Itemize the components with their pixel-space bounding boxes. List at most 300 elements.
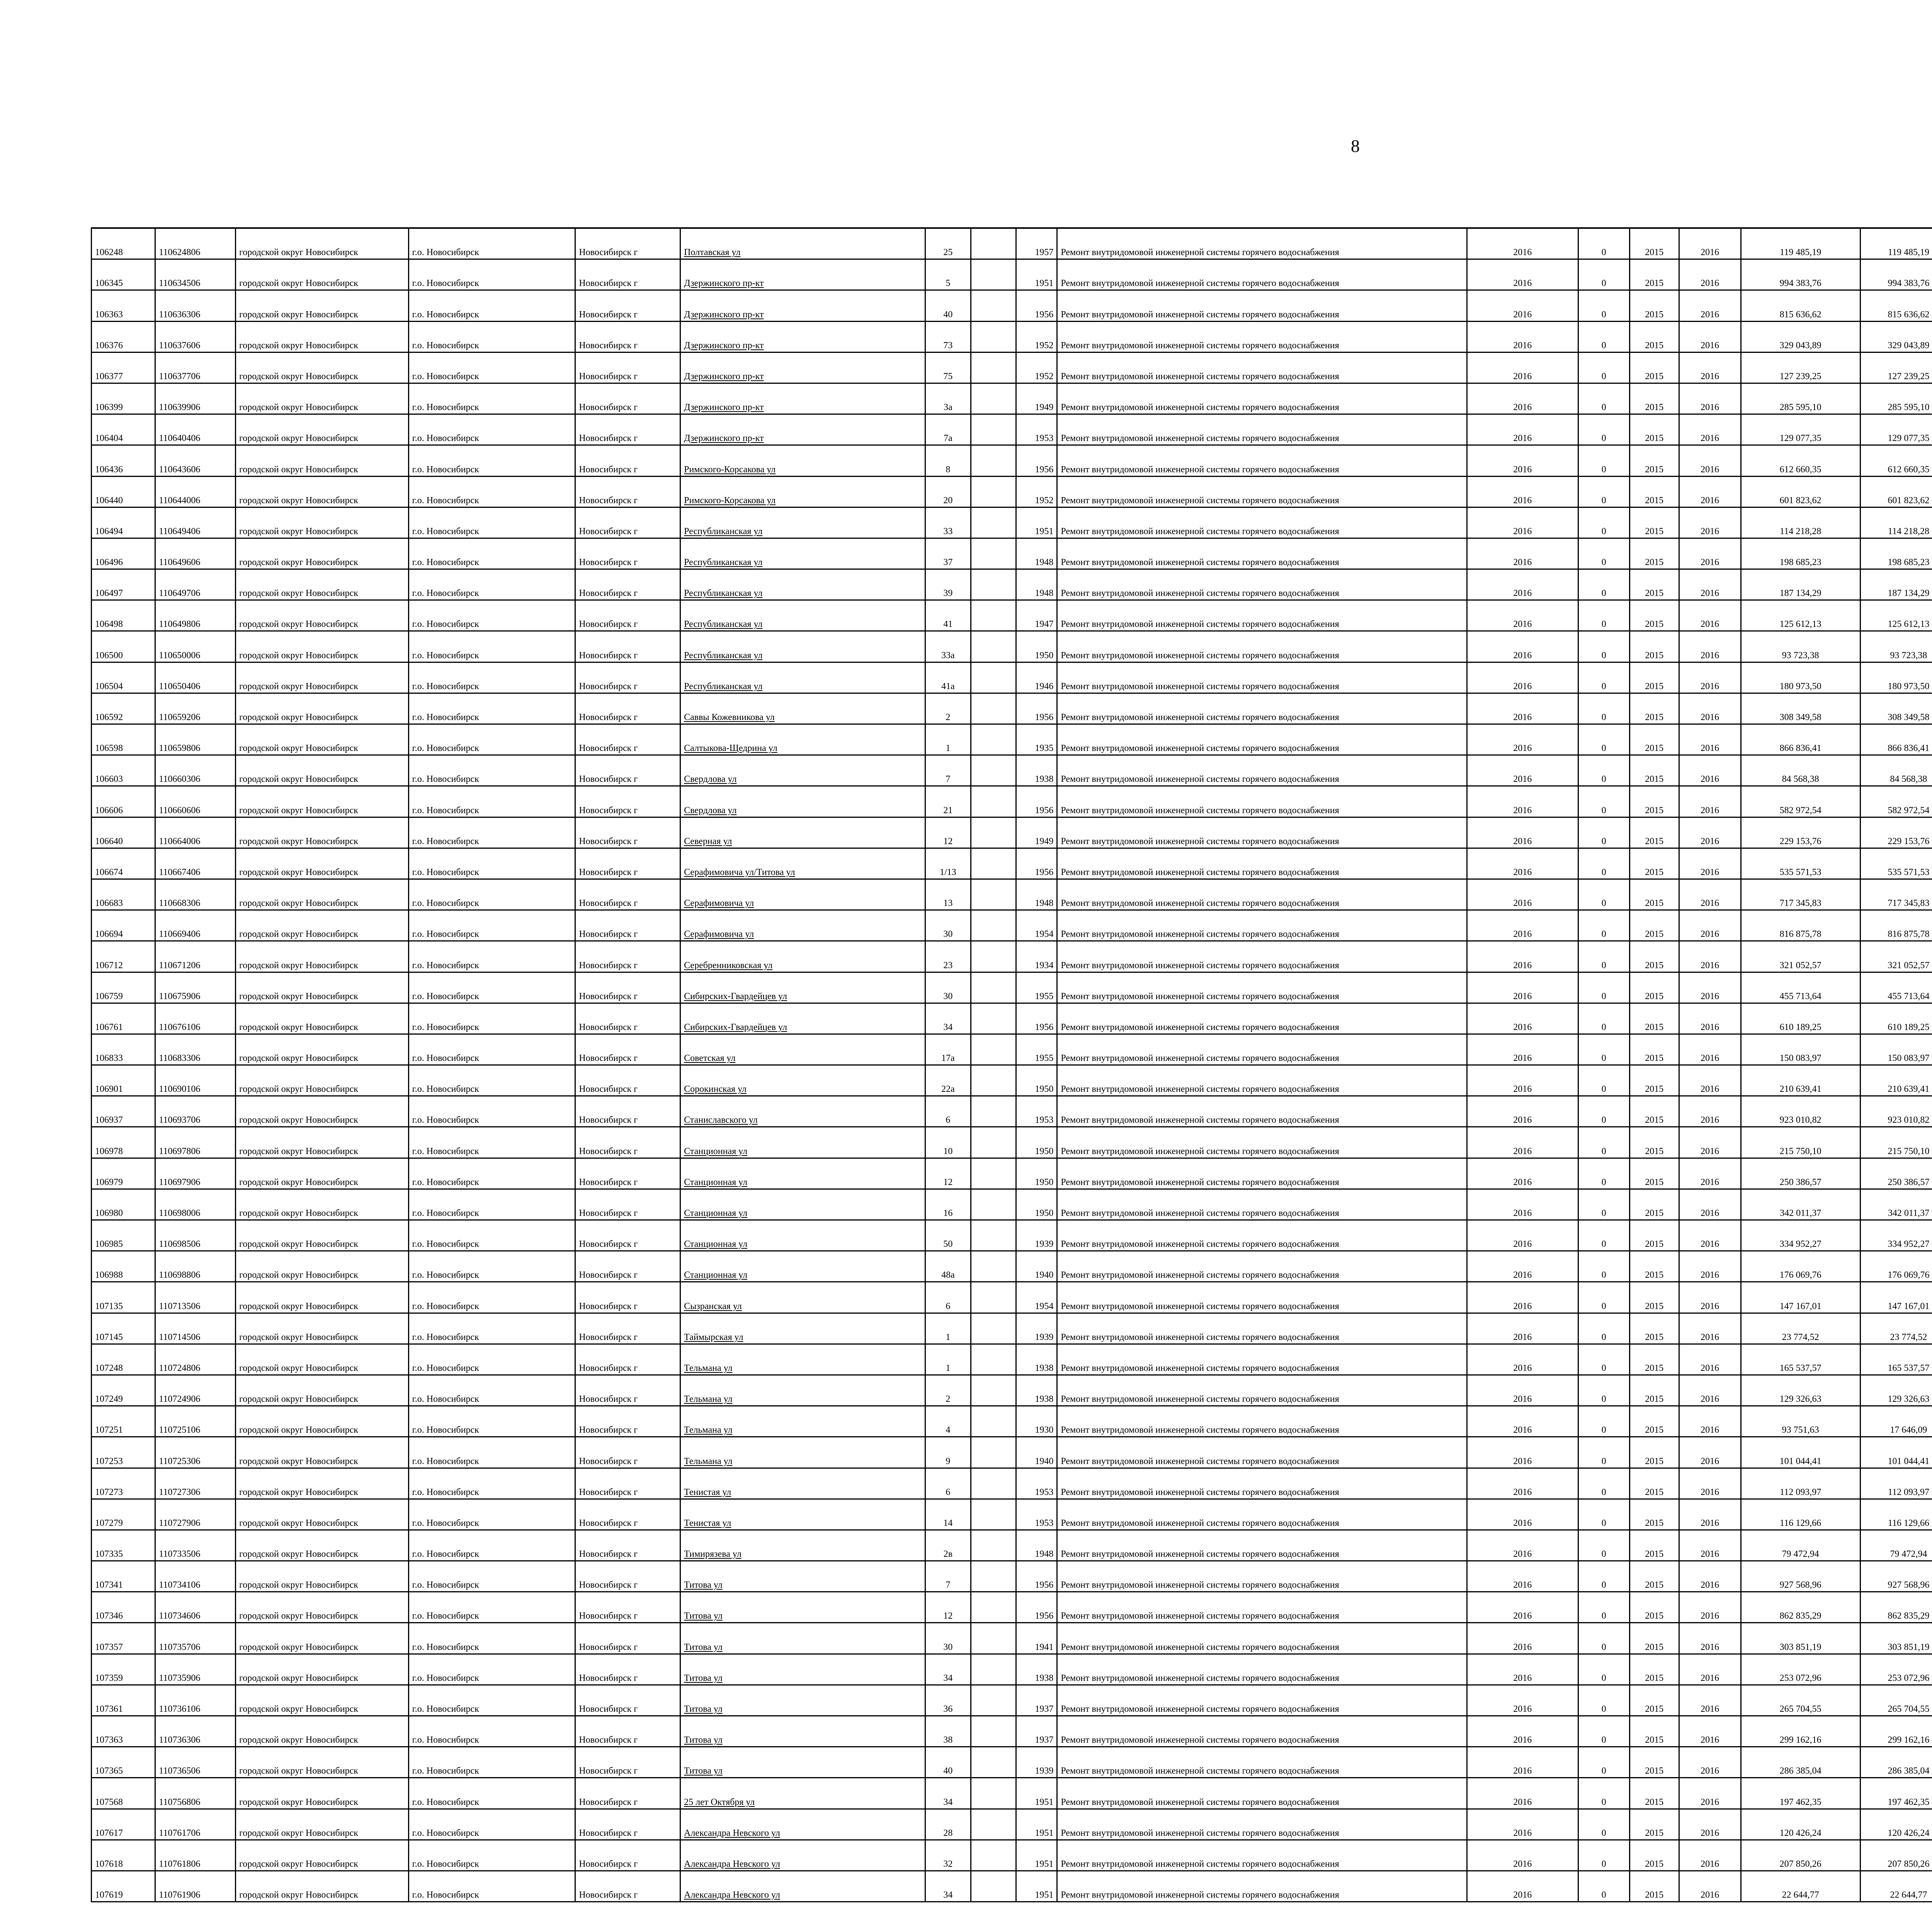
cell-empty: [971, 569, 1016, 600]
cell-city: Новосибирск г: [575, 414, 680, 445]
cell-work-type: Ремонт внутридомовой инженерной системы горячего водоснабжения: [1057, 228, 1467, 259]
table-row: [92, 1716, 1932, 1747]
cell-city: Новосибирск г: [575, 755, 680, 786]
cell-total: 187 134,29: [1860, 569, 1932, 600]
cell-year-to: 2016: [1679, 786, 1741, 817]
cell-id: 106345: [92, 259, 155, 290]
cell-year-from: 2015: [1629, 972, 1679, 1003]
cell-year-from: 2015: [1629, 1158, 1679, 1189]
cell-cost: 265 704,55: [1741, 1685, 1860, 1716]
cell-id: 107361: [92, 1685, 155, 1716]
cell-zero: 0: [1578, 352, 1629, 383]
cell-zero: 0: [1578, 910, 1629, 941]
cell-id: 106440: [92, 476, 155, 507]
cell-year-from: 2015: [1629, 1499, 1679, 1530]
cell-id: 107346: [92, 1592, 155, 1623]
cell-build-year: 1956: [1016, 848, 1057, 879]
cell-house: 5: [925, 259, 971, 290]
cell-work-type: Ремонт внутридомовой инженерной системы горячего водоснабжения: [1057, 1158, 1467, 1189]
cell-year-to: 2016: [1679, 1158, 1741, 1189]
cell-cost: 612 660,35: [1741, 445, 1860, 476]
cell-code: 110690106: [155, 1065, 236, 1096]
cell-build-year: 1950: [1016, 1065, 1057, 1096]
cell-year-from: 2015: [1629, 1251, 1679, 1282]
cell-total: 815 636,62: [1860, 290, 1932, 321]
cell-street: Римского-Корсакова ул: [680, 445, 925, 476]
cell-empty: [971, 445, 1016, 476]
cell-municipality: городской округ Новосибирск: [236, 507, 409, 538]
cell-cost: 923 010,82: [1741, 1096, 1860, 1127]
cell-street: Сибирских-Гвардейцев ул: [680, 972, 925, 1003]
cell-street: Тенистая ул: [680, 1468, 925, 1499]
cell-work-type: Ремонт внутридомовой инженерной системы горячего водоснабжения: [1057, 1685, 1467, 1716]
cell-build-year: 1938: [1016, 1344, 1057, 1375]
cell-municipality: городской округ Новосибирск: [236, 414, 409, 445]
cell-zero: 0: [1578, 1654, 1629, 1685]
cell-empty: [971, 1468, 1016, 1499]
cell-street: Станционная ул: [680, 1127, 925, 1158]
cell-total: 927 568,96: [1860, 1561, 1932, 1592]
cell-build-year: 1950: [1016, 1189, 1057, 1220]
cell-total: 215 750,10: [1860, 1127, 1932, 1158]
cell-zero: 0: [1578, 1220, 1629, 1251]
cell-zero: 0: [1578, 848, 1629, 879]
cell-street: Республиканская ул: [680, 662, 925, 693]
cell-work-type: Ремонт внутридомовой инженерной системы горячего водоснабжения: [1057, 507, 1467, 538]
cell-city: Новосибирск г: [575, 1592, 680, 1623]
cell-empty: [971, 848, 1016, 879]
cell-empty: [971, 1840, 1016, 1871]
cell-municipality: городской округ Новосибирск: [236, 879, 409, 910]
table-row: [92, 724, 1932, 755]
cell-settlement: г.о. Новосибирск: [408, 1065, 575, 1096]
cell-house: 38: [925, 1716, 971, 1747]
cell-municipality: городской округ Новосибирск: [236, 817, 409, 848]
cell-year-to: 2016: [1679, 1530, 1741, 1561]
cell-street: Саввы Кожевникова ул: [680, 693, 925, 724]
cell-settlement: г.о. Новосибирск: [408, 1344, 575, 1375]
cell-settlement: г.о. Новосибирск: [408, 1871, 575, 1902]
cell-work-type: Ремонт внутридомовой инженерной системы горячего водоснабжения: [1057, 352, 1467, 383]
cell-cost: 610 189,25: [1741, 1003, 1860, 1034]
cell-code: 110664006: [155, 817, 236, 848]
cell-zero: 0: [1578, 383, 1629, 414]
cell-work-type: Ремонт внутридомовой инженерной системы горячего водоснабжения: [1057, 941, 1467, 972]
cell-id: 106759: [92, 972, 155, 1003]
cell-year-to: 2016: [1679, 476, 1741, 507]
cell-cost: 93 723,38: [1741, 631, 1860, 662]
cell-settlement: г.о. Новосибирск: [408, 848, 575, 879]
cell-street: Сибирских-Гвардейцев ул: [680, 1003, 925, 1034]
cell-city: Новосибирск г: [575, 1809, 680, 1840]
cell-house: 28: [925, 1809, 971, 1840]
cell-municipality: городской округ Новосибирск: [236, 321, 409, 352]
cell-work-type: Ремонт внутридомовой инженерной системы горячего водоснабжения: [1057, 1530, 1467, 1561]
table-row: [92, 600, 1932, 631]
cell-id: 106978: [92, 1127, 155, 1158]
cell-municipality: городской округ Новосибирск: [236, 1344, 409, 1375]
cell-empty: [971, 910, 1016, 941]
cell-id: 106901: [92, 1065, 155, 1096]
cell-total: 84 568,38: [1860, 755, 1932, 786]
cell-cost: 23 774,52: [1741, 1313, 1860, 1344]
cell-id: 107618: [92, 1840, 155, 1871]
cell-year-to: 2016: [1679, 1251, 1741, 1282]
cell-house: 21: [925, 786, 971, 817]
cell-plan-year: 2016: [1467, 1220, 1578, 1251]
cell-plan-year: 2016: [1467, 817, 1578, 848]
cell-empty: [971, 1437, 1016, 1468]
cell-code: 110698506: [155, 1220, 236, 1251]
cell-code: 110667406: [155, 848, 236, 879]
cell-build-year: 1956: [1016, 786, 1057, 817]
cell-municipality: городской округ Новосибирск: [236, 538, 409, 569]
cell-code: 110624806: [155, 228, 236, 259]
cell-work-type: Ремонт внутридомовой инженерной системы горячего водоснабжения: [1057, 445, 1467, 476]
cell-year-from: 2015: [1629, 1468, 1679, 1499]
cell-zero: 0: [1578, 1871, 1629, 1902]
cell-year-from: 2015: [1629, 290, 1679, 321]
cell-city: Новосибирск г: [575, 1530, 680, 1561]
table-row: [92, 352, 1932, 383]
cell-plan-year: 2016: [1467, 848, 1578, 879]
cell-settlement: г.о. Новосибирск: [408, 569, 575, 600]
cell-street: Титова ул: [680, 1747, 925, 1778]
table-row: [92, 1437, 1932, 1468]
cell-settlement: г.о. Новосибирск: [408, 1809, 575, 1840]
cell-house: 50: [925, 1220, 971, 1251]
cell-street: Серафимовича ул: [680, 879, 925, 910]
cell-settlement: г.о. Новосибирск: [408, 1406, 575, 1437]
cell-id: 107359: [92, 1654, 155, 1685]
cell-street: Дзержинского пр-кт: [680, 352, 925, 383]
cell-year-to: 2016: [1679, 1313, 1741, 1344]
cell-build-year: 1948: [1016, 569, 1057, 600]
cell-year-from: 2015: [1629, 1096, 1679, 1127]
cell-empty: [971, 1778, 1016, 1809]
cell-house: 30: [925, 910, 971, 941]
cell-total: 165 537,57: [1860, 1344, 1932, 1375]
cell-settlement: г.о. Новосибирск: [408, 1654, 575, 1685]
cell-code: 110698806: [155, 1251, 236, 1282]
cell-code: 110634506: [155, 259, 236, 290]
cell-city: Новосибирск г: [575, 1747, 680, 1778]
cell-street: Станционная ул: [680, 1189, 925, 1220]
cell-plan-year: 2016: [1467, 445, 1578, 476]
cell-city: Новосибирск г: [575, 1313, 680, 1344]
cell-id: 106712: [92, 941, 155, 972]
cell-year-from: 2015: [1629, 1437, 1679, 1468]
cell-plan-year: 2016: [1467, 1716, 1578, 1747]
cell-municipality: городской округ Новосибирск: [236, 1530, 409, 1561]
cell-house: 4: [925, 1406, 971, 1437]
cell-build-year: 1951: [1016, 1840, 1057, 1871]
cell-total: 299 162,16: [1860, 1716, 1932, 1747]
cell-cost: 150 083,97: [1741, 1034, 1860, 1065]
cell-street: 25 лет Октября ул: [680, 1778, 925, 1809]
cell-house: 23: [925, 941, 971, 972]
cell-plan-year: 2016: [1467, 1065, 1578, 1096]
cell-code: 110693706: [155, 1096, 236, 1127]
cell-settlement: г.о. Новосибирск: [408, 1716, 575, 1747]
cell-city: Новосибирск г: [575, 476, 680, 507]
cell-settlement: г.о. Новосибирск: [408, 1778, 575, 1809]
cell-zero: 0: [1578, 1778, 1629, 1809]
cell-code: 110734106: [155, 1561, 236, 1592]
cell-house: 12: [925, 817, 971, 848]
cell-house: 2: [925, 693, 971, 724]
cell-zero: 0: [1578, 259, 1629, 290]
cell-house: 17а: [925, 1034, 971, 1065]
cell-city: Новосибирск г: [575, 1220, 680, 1251]
cell-municipality: городской округ Новосибирск: [236, 1375, 409, 1406]
cell-empty: [971, 1003, 1016, 1034]
table-row: [92, 507, 1932, 538]
cell-year-to: 2016: [1679, 1034, 1741, 1065]
cell-city: Новосибирск г: [575, 662, 680, 693]
cell-year-from: 2015: [1629, 1716, 1679, 1747]
cell-code: 110724906: [155, 1375, 236, 1406]
cell-municipality: городской округ Новосибирск: [236, 631, 409, 662]
cell-house: 6: [925, 1096, 971, 1127]
cell-total: 610 189,25: [1860, 1003, 1932, 1034]
cell-code: 110714506: [155, 1313, 236, 1344]
cell-work-type: Ремонт внутридомовой инженерной системы горячего водоснабжения: [1057, 972, 1467, 1003]
cell-work-type: Ремонт внутридомовой инженерной системы горячего водоснабжения: [1057, 1313, 1467, 1344]
cell-municipality: городской округ Новосибирск: [236, 1561, 409, 1592]
cell-zero: 0: [1578, 724, 1629, 755]
cell-settlement: г.о. Новосибирск: [408, 662, 575, 693]
cell-settlement: г.о. Новосибирск: [408, 290, 575, 321]
table-row: [92, 1499, 1932, 1530]
cell-empty: [971, 290, 1016, 321]
cell-work-type: Ремонт внутридомовой инженерной системы горячего водоснабжения: [1057, 1220, 1467, 1251]
table-row: [92, 662, 1932, 693]
cell-year-to: 2016: [1679, 259, 1741, 290]
table-row: [92, 445, 1932, 476]
cell-id: 107135: [92, 1282, 155, 1313]
cell-id: 106497: [92, 569, 155, 600]
cell-total: 535 571,53: [1860, 848, 1932, 879]
cell-city: Новосибирск г: [575, 321, 680, 352]
cell-house: 40: [925, 1747, 971, 1778]
cell-plan-year: 2016: [1467, 1282, 1578, 1313]
cell-year-from: 2015: [1629, 259, 1679, 290]
cell-id: 107619: [92, 1871, 155, 1902]
table-row: [92, 569, 1932, 600]
cell-cost: 303 851,19: [1741, 1623, 1860, 1654]
cell-city: Новосибирск г: [575, 1096, 680, 1127]
cell-code: 110669406: [155, 910, 236, 941]
cell-house: 48а: [925, 1251, 971, 1282]
cell-plan-year: 2016: [1467, 352, 1578, 383]
cell-street: Тенистая ул: [680, 1499, 925, 1530]
cell-house: 34: [925, 1654, 971, 1685]
cell-year-to: 2016: [1679, 755, 1741, 786]
cell-municipality: городской округ Новосибирск: [236, 352, 409, 383]
cell-plan-year: 2016: [1467, 290, 1578, 321]
cell-street: Римского-Корсакова ул: [680, 476, 925, 507]
cell-total: 253 072,96: [1860, 1654, 1932, 1685]
cell-city: Новосибирск г: [575, 445, 680, 476]
cell-zero: 0: [1578, 1530, 1629, 1561]
cell-work-type: Ремонт внутридомовой инженерной системы горячего водоснабжения: [1057, 1654, 1467, 1685]
cell-house: 40: [925, 290, 971, 321]
cell-cost: 22 644,77: [1741, 1871, 1860, 1902]
cell-zero: 0: [1578, 569, 1629, 600]
cell-work-type: Ремонт внутридомовой инженерной системы горячего водоснабжения: [1057, 1282, 1467, 1313]
cell-city: Новосибирск г: [575, 290, 680, 321]
cell-build-year: 1949: [1016, 817, 1057, 848]
cell-city: Новосибирск г: [575, 817, 680, 848]
cell-year-from: 2015: [1629, 1065, 1679, 1096]
cell-municipality: городской округ Новосибирск: [236, 1251, 409, 1282]
cell-code: 110736306: [155, 1716, 236, 1747]
cell-cost: 165 537,57: [1741, 1344, 1860, 1375]
cell-year-from: 2015: [1629, 662, 1679, 693]
cell-year-to: 2016: [1679, 228, 1741, 259]
cell-build-year: 1937: [1016, 1685, 1057, 1716]
cell-settlement: г.о. Новосибирск: [408, 228, 575, 259]
cell-settlement: г.о. Новосибирск: [408, 631, 575, 662]
cell-city: Новосибирск г: [575, 1623, 680, 1654]
cell-code: 110725306: [155, 1437, 236, 1468]
table-row: [92, 1096, 1932, 1127]
cell-house: 16: [925, 1189, 971, 1220]
table-row: [92, 1592, 1932, 1623]
cell-empty: [971, 662, 1016, 693]
cell-city: Новосибирск г: [575, 1344, 680, 1375]
table-row: [92, 817, 1932, 848]
cell-year-to: 2016: [1679, 1406, 1741, 1437]
cell-street: Тельмана ул: [680, 1437, 925, 1468]
cell-cost: 79 472,94: [1741, 1530, 1860, 1561]
cell-cost: 119 485,19: [1741, 228, 1860, 259]
cell-street: Республиканская ул: [680, 538, 925, 569]
cell-year-to: 2016: [1679, 631, 1741, 662]
cell-plan-year: 2016: [1467, 228, 1578, 259]
cell-empty: [971, 1096, 1016, 1127]
cell-settlement: г.о. Новосибирск: [408, 910, 575, 941]
cell-city: Новосибирск г: [575, 1778, 680, 1809]
cell-settlement: г.о. Новосибирск: [408, 1003, 575, 1034]
cell-street: Серафимовича ул/Титова ул: [680, 848, 925, 879]
cell-plan-year: 2016: [1467, 693, 1578, 724]
cell-house: 30: [925, 972, 971, 1003]
cell-house: 41: [925, 600, 971, 631]
table-row: [92, 476, 1932, 507]
cell-plan-year: 2016: [1467, 1003, 1578, 1034]
table-row: [92, 941, 1932, 972]
cell-plan-year: 2016: [1467, 259, 1578, 290]
cell-build-year: 1951: [1016, 1778, 1057, 1809]
cell-year-to: 2016: [1679, 1623, 1741, 1654]
cell-municipality: городской округ Новосибирск: [236, 1499, 409, 1530]
cell-plan-year: 2016: [1467, 786, 1578, 817]
cell-code: 110649706: [155, 569, 236, 600]
cell-zero: 0: [1578, 228, 1629, 259]
cell-work-type: Ремонт внутридомовой инженерной системы горячего водоснабжения: [1057, 1375, 1467, 1406]
cell-build-year: 1957: [1016, 228, 1057, 259]
cell-street: Дзержинского пр-кт: [680, 290, 925, 321]
table-row: [92, 383, 1932, 414]
cell-street: Республиканская ул: [680, 569, 925, 600]
cell-build-year: 1948: [1016, 538, 1057, 569]
cell-empty: [971, 1065, 1016, 1096]
cell-zero: 0: [1578, 600, 1629, 631]
cell-code: 110660606: [155, 786, 236, 817]
cell-build-year: 1955: [1016, 1034, 1057, 1065]
cell-year-from: 2015: [1629, 817, 1679, 848]
cell-house: 8: [925, 445, 971, 476]
cell-plan-year: 2016: [1467, 1654, 1578, 1685]
cell-id: 106988: [92, 1251, 155, 1282]
cell-empty: [971, 1499, 1016, 1530]
cell-year-to: 2016: [1679, 1437, 1741, 1468]
cell-year-to: 2016: [1679, 693, 1741, 724]
table-row: [92, 1313, 1932, 1344]
cell-empty: [971, 1530, 1016, 1561]
cell-year-from: 2015: [1629, 786, 1679, 817]
cell-id: 106937: [92, 1096, 155, 1127]
cell-city: Новосибирск г: [575, 600, 680, 631]
cell-total: 129 077,35: [1860, 414, 1932, 445]
cell-cost: 299 162,16: [1741, 1716, 1860, 1747]
cell-city: Новосибирск г: [575, 972, 680, 1003]
cell-id: 106979: [92, 1158, 155, 1189]
cell-year-to: 2016: [1679, 383, 1741, 414]
cell-year-from: 2015: [1629, 1778, 1679, 1809]
cell-work-type: Ремонт внутридомовой инженерной системы горячего водоснабжения: [1057, 786, 1467, 817]
cell-city: Новосибирск г: [575, 383, 680, 414]
cell-build-year: 1951: [1016, 259, 1057, 290]
cell-cost: 927 568,96: [1741, 1561, 1860, 1592]
cell-build-year: 1956: [1016, 1003, 1057, 1034]
cell-total: 329 043,89: [1860, 321, 1932, 352]
cell-build-year: 1950: [1016, 1127, 1057, 1158]
cell-total: 129 326,63: [1860, 1375, 1932, 1406]
cell-settlement: г.о. Новосибирск: [408, 259, 575, 290]
cell-municipality: городской округ Новосибирск: [236, 1716, 409, 1747]
cell-year-to: 2016: [1679, 1096, 1741, 1127]
cell-cost: 253 072,96: [1741, 1654, 1860, 1685]
cell-empty: [971, 755, 1016, 786]
cell-settlement: г.о. Новосибирск: [408, 1313, 575, 1344]
cell-cost: 229 153,76: [1741, 817, 1860, 848]
cell-total: 176 069,76: [1860, 1251, 1932, 1282]
cell-cost: 93 751,63: [1741, 1406, 1860, 1437]
cell-settlement: г.о. Новосибирск: [408, 445, 575, 476]
cell-house: 1: [925, 1344, 971, 1375]
table-row: [92, 259, 1932, 290]
cell-code: 110650406: [155, 662, 236, 693]
cell-total: 601 823,62: [1860, 476, 1932, 507]
cell-municipality: городской округ Новосибирск: [236, 1406, 409, 1437]
cell-plan-year: 2016: [1467, 1778, 1578, 1809]
cell-work-type: Ремонт внутридомовой инженерной системы горячего водоснабжения: [1057, 1561, 1467, 1592]
cell-plan-year: 2016: [1467, 383, 1578, 414]
cell-id: 107251: [92, 1406, 155, 1437]
cell-street: Тельмана ул: [680, 1344, 925, 1375]
table-row: [92, 1747, 1932, 1778]
cell-year-to: 2016: [1679, 1127, 1741, 1158]
cell-plan-year: 2016: [1467, 941, 1578, 972]
cell-total: 119 485,19: [1860, 228, 1932, 259]
cell-zero: 0: [1578, 817, 1629, 848]
cell-work-type: Ремонт внутридомовой инженерной системы горячего водоснабжения: [1057, 631, 1467, 662]
cell-zero: 0: [1578, 1809, 1629, 1840]
table-row: [92, 1127, 1932, 1158]
